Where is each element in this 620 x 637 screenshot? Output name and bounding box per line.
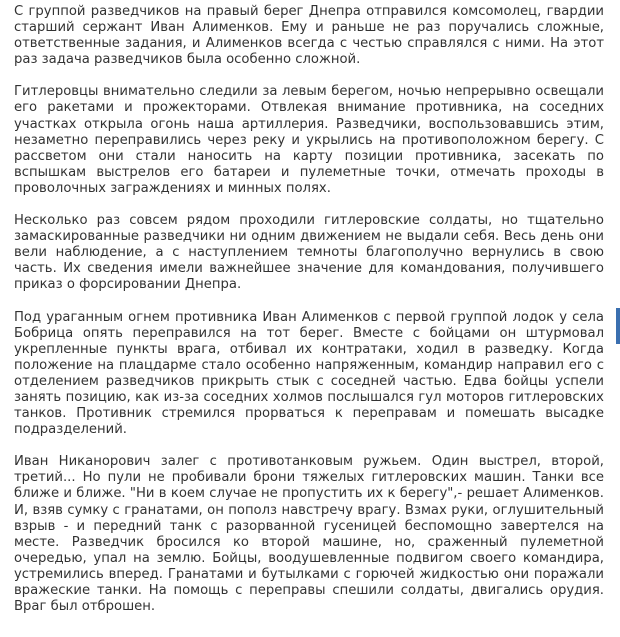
paragraph-5: Иван Никанорович залег с противотанковым ружьем. Один выстрел, второй, третий... Но пули не пробивали брони тяжелых гитлеровских машин. Танки все ближе и ближе. "Ни в коем случае не пропустить их к берегу",- решает Алименков. И, взяв сумку с гранатами, он пополз навстречу врагу. Взмах руки, оглушительный взрыв - и передний танк с разорванной гусеницей беспомощно завертелся на месте. Разведчик бросился ко второй машине, но, сраженный пулеметной очередью, упал на землю. Бойцы, воодушевленные подвигом своего командира, устремились вперед. Гранатами и бутылками с горючей жидкостью они поражали вражеские танки. На помощь с переправы спешили солдаты, двигались орудия. Враг был отброшен. (14, 454, 604, 615)
paragraph-2: Гитлеровцы внимательно следили за левым берегом, ночью непрерывно освещали его ракетами и прожекторами. Отвлекая внимание противника, на соседних участках открыла огонь наша артиллерия. Разведчики, воспользовавшись этим, незаметно переправились через реку и укрылись на противоположном берегу. С рассветом они стали наносить на карту позиции противника, засекать по вспышкам выстрелов его батареи и пулеметные точки, отмечать проходы в проволочных заграждениях и минных полях. (14, 84, 604, 196)
paragraph-3: Несколько раз совсем рядом проходили гитлеровские солдаты, но тщательно замаскированные разведчики ни одним движением не выдали себя. Весь день они вели наблюдение, а с наступлением темноты благополучно вернулись в свою часть. Их сведения имели важнейшее значение для командования, получившего приказ о форсировании Днепра. (14, 213, 604, 293)
paragraph-1: С группой разведчиков на правый берег Днепра отправился комсомолец, гвардии старший сержант Иван Алименков. Ему и раньше не раз поручались сложные, ответственные задания, и Алименков всегда с честью справлялся с ними. На этот раз задача разведчиков была особенно сложной. (14, 4, 604, 68)
scrollbar-thumb[interactable] (616, 308, 620, 344)
paragraph-4: Под ураганным огнем противника Иван Алименков с первой группой лодок у села Бобрица опять переправился на тот берег. Вместе с бойцами он штурмовал укрепленные пункты врага, отбивал их контратаки, ходил в разведку. Когда положение на плацдарме стало особенно напряженным, командир направил его с отделением разведчиков прикрыть стык с соседней частью. Едва бойцы успели занять позицию, как из-за соседних холмов послышался гул моторов гитлеровских танков. Противник стремился прорваться к переправам и помешать высадке подразделений. (14, 309, 604, 438)
article-body (14, 4, 604, 631)
